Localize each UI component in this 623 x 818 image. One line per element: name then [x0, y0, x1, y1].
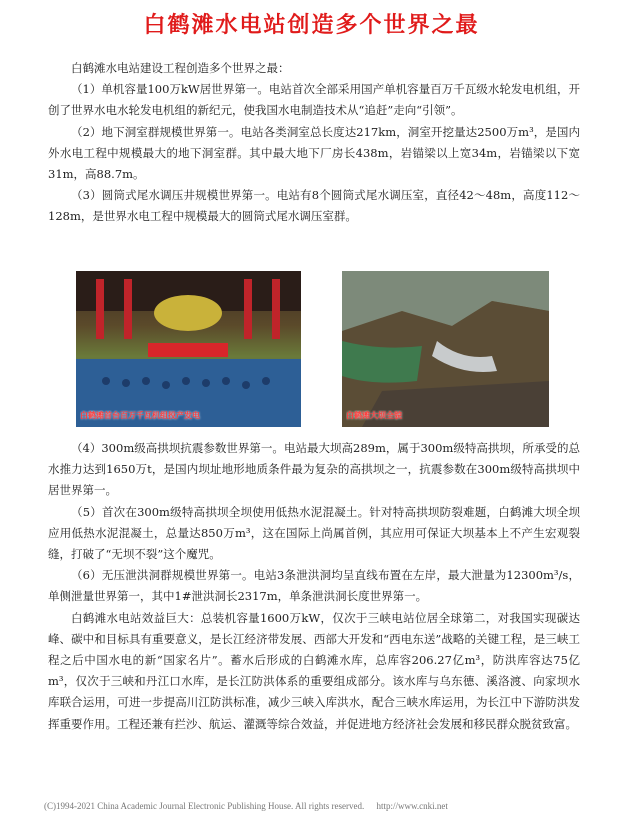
benefits-paragraph: 白鹤滩水电站效益巨大：总装机容量1600万kW，仅次于三峡电站位居全球第二，对我国实现碳达峰、碳中和目标具有重要意义，是长江经济带发展、西部大开发和“西电东送”战略的关键工程，是三峡工程之后中国水电的新“国家名片”。蓄水后形成的白鹤滩水库，总库容206.27亿m³，防洪库容达75亿m³，仅次于三峡和丹江口水库，是长江防洪体系的重要组成部分。该水库与乌东德、溪洛渡、向家坝水库联合运用，可进一步提高川江防洪标准，减少三峡入库洪水，配合三峡水库运用，为长江中下游防洪发挥重要作用。工程还兼有拦沙、航运、灌溉等综合效益，并促进地方经济社会发展和移民群众脱贫致富。	[48, 610, 580, 731]
item-5-paragraph: （5）首次在300m级特高拱坝全坝使用低热水泥混凝土。针对特高拱坝防裂难题，白鹤滩大坝全坝应用低热水泥混凝土，总量达850万m³，这在国际上尚属首例，其应用可保证大坝基本上不产生宏观裂缝，打破了“无坝不裂”这个魔咒。	[48, 504, 580, 562]
item-4-paragraph: （4）300m级高拱坝抗震参数世界第一。电站最大坝高289m，属于300m级特高拱坝，所承受的总水推力达到1650万t，是国内坝址地形地质条件最为复杂的高拱坝之一，抗震参数在300m级特高拱坝中居世界第一。	[48, 441, 580, 498]
item-3-paragraph: （3）圆筒式尾水调压井规模世界第一。电站有8个圆筒式尾水调压室，直径42～48m，高度112～128m，是世界水电工程中规模最大的圆筒式尾水调压室群。	[48, 188, 580, 224]
hall-photo	[76, 271, 301, 427]
figure-row	[76, 271, 556, 427]
dam-photo	[342, 271, 549, 427]
item-2-paragraph: （2）地下洞室群规模世界第一。电站各类洞室总长度达217km，洞室开挖量达2500万m³，是国内外水电工程中规模最大的地下洞室群。其中最大地下厂房长438m，岩锚梁以上宽34m，岩锚梁以下宽31m，高88.7m。	[48, 124, 580, 182]
hall-scene-icon	[76, 271, 301, 427]
dam-photo-caption: 白鹤滩大坝全貌	[346, 411, 402, 420]
page-title: 白鹤滩水电站创造多个世界之最	[143, 13, 480, 38]
item-1-paragraph: （1）单机容量100万kW居世界第一。电站首次全部采用国产单机容量百万千瓦级水轮发电机组，开创了世界水电水轮发电机组的新纪元，使我国水电制造技术从“追赶”走向“引领”。	[48, 82, 580, 118]
dam-scene-icon	[342, 271, 549, 427]
hall-photo-caption: 白鹤滩首台百万千瓦机组投产发电	[80, 411, 200, 420]
item-6-paragraph: （6）无压泄洪洞群规模世界第一。电站3条泄洪洞均呈直线布置在左岸，最大泄量为12300m³/s，单侧泄量世界第一，其中1#泄洪洞长2317m，单条泄洪洞长度世界第一。	[48, 568, 580, 604]
article-body-top	[48, 58, 580, 228]
copyright-text: (C)1994-2021 China Academic Journal Electronic Publishing House. All rights reserved.	[44, 801, 365, 811]
intro-paragraph: 白鹤滩水电站建设工程创造多个世界之最：	[71, 61, 290, 75]
footer-link[interactable]: http://www.cnki.net	[376, 801, 448, 811]
article-body-bottom	[48, 438, 580, 735]
copyright-footer	[44, 801, 448, 811]
